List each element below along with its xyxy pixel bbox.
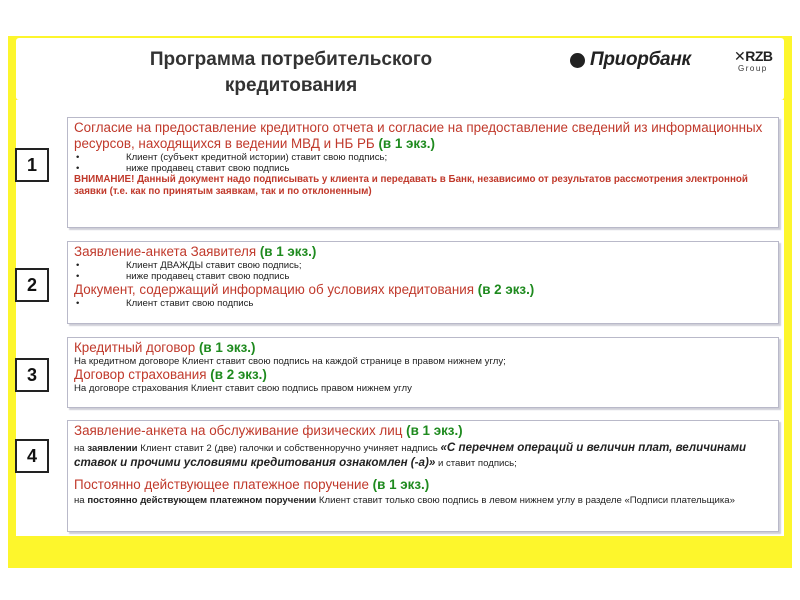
- section-3-heading: Кредитный договор (в 1 экз.): [74, 340, 256, 355]
- section-3: [67, 337, 779, 408]
- section-3-text-2: На договоре страхования Клиент ставит свою подпись правом нижнем углу: [74, 383, 412, 394]
- section-2-bullet: • Клиент ДВАЖДЫ ставит свою подпись;: [74, 260, 772, 271]
- section-2-bullet: • ниже продавец ставит свою подпись: [74, 271, 772, 282]
- page-title: [96, 47, 486, 99]
- logo-group-name: ✕RZB: [734, 48, 773, 64]
- section-number-2: 2: [15, 268, 49, 302]
- section-1-warning: ВНИМАНИЕ! Данный документ надо подписывать у клиента и передавать в Банк, независимо от результатов рассмотрения электронной заявки (т.е. как по принятым заявкам, так и по отклоненным): [74, 174, 748, 197]
- section-number-1: 1: [15, 148, 49, 182]
- section-4-text: на заявлении Клиент ставит 2 (две) галочки и собственноручно учиняет надпись «С перечнем операций и величин плат, величинами ставок и прочими условиями кредитования ознакомлен (-а)» и ставит подпись;: [74, 441, 747, 469]
- title-line-2: кредитования: [224, 75, 358, 96]
- section-1-heading: Согласие на предоставление кредитного отчета и согласие на предоставление сведений из информационных ресурсов, находящихся в ведении МВД и НБ РБ (в 1 экз.): [74, 120, 763, 151]
- section-4: [67, 420, 779, 532]
- logo-bank-name: Приорбанк: [590, 49, 691, 70]
- section-4-text-2: на постоянно действующем платежном поручении Клиент ставит только свою подпись в левом нижнем углу в разделе «Подписи плательщика»: [74, 495, 735, 506]
- section-1-bullet: • Клиент (субъект кредитной истории) ставит свою подпись;: [74, 152, 772, 163]
- title-line-1: Программа потребительского: [149, 49, 433, 70]
- section-4-heading-2: Постоянно действующее платежное поручение (в 1 экз.): [74, 477, 430, 492]
- section-2-heading: Заявление-анкета Заявителя (в 1 экз.): [74, 244, 317, 259]
- section-3-heading-2: Договор страхования (в 2 экз.): [74, 367, 267, 382]
- section-1: [67, 117, 779, 228]
- section-3-text: На кредитном договоре Клиент ставит свою подпись на каждой странице в правом нижнем углу;: [74, 356, 506, 367]
- section-number-4: 4: [15, 439, 49, 473]
- section-2-heading-2: Документ, содержащий информацию об условиях кредитования (в 2 экз.): [74, 282, 535, 297]
- section-number-3: 3: [15, 358, 49, 392]
- section-2-bullet: • Клиент ставит свою подпись: [74, 298, 772, 309]
- section-1-bullet: • ниже продавец ставит свою подпись: [74, 163, 772, 174]
- bank-logo: [570, 48, 780, 76]
- section-2: [67, 241, 779, 324]
- logo-mark-icon: [570, 53, 585, 68]
- logo-group-label: Group: [738, 64, 768, 73]
- section-4-heading: Заявление-анкета на обслуживание физических лиц (в 1 экз.): [74, 423, 463, 438]
